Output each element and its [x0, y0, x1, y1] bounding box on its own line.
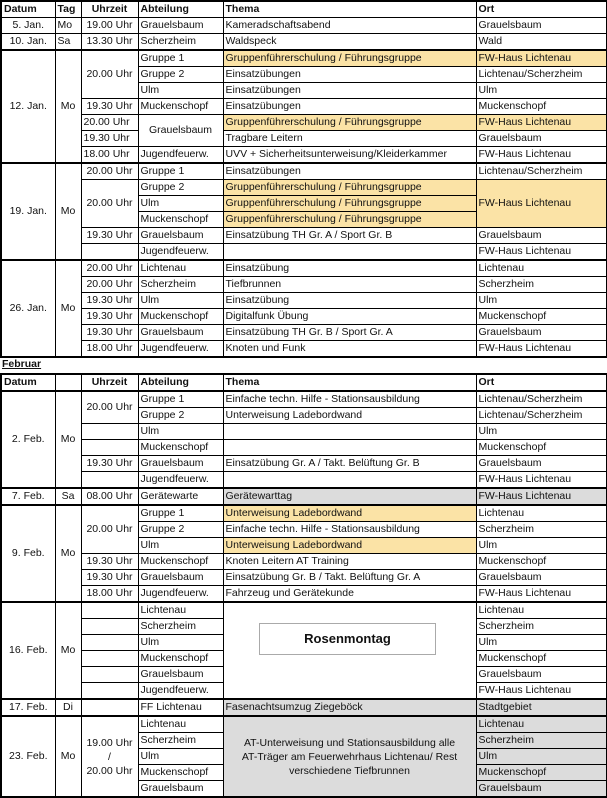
cell-thema: Knoten und Funk: [223, 341, 476, 358]
header-thema: Thema: [223, 1, 476, 18]
table-row: [1, 505, 607, 522]
cell-ort: Lichtenau: [476, 260, 607, 277]
cell-ort: Grauelsbaum: [476, 667, 607, 683]
cell-uhrzeit: 20.00 Uhr: [81, 260, 138, 277]
table-row: [1, 228, 607, 244]
cell-abteilung: Grauelsbaum: [138, 667, 223, 683]
cell-abteilung: Scherzheim: [138, 277, 223, 293]
cell-thema: Gruppenführerschulung / Führungsgruppe: [223, 50, 476, 67]
cell-uhrzeit: [81, 716, 138, 797]
cell-thema: Kameradschaftsabend: [223, 18, 476, 34]
cell-uhrzeit: [81, 244, 138, 261]
cell-tag: Mo: [55, 716, 81, 797]
cell-uhrzeit: [81, 699, 138, 716]
cell-abteilung: Scherzheim: [138, 619, 223, 635]
cell-ort: Scherzheim: [476, 733, 607, 749]
table-row: [1, 309, 607, 325]
cell-thema: AT-Unterweisung und Stationsausbildung alle AT-Träger am Feuerwehrhaus Lichtenau/ Rest verschiedene Tiefbrunnen: [223, 716, 476, 797]
cell-uhrzeit: 18.00 Uhr: [81, 586, 138, 603]
cell-ort: Ulm: [476, 83, 607, 99]
cell-abteilung: Gruppe 1: [138, 50, 223, 67]
cell-abteilung: Muckenschopf: [138, 554, 223, 570]
cell-tag: Sa: [55, 34, 81, 51]
cell-uhrzeit: 19.30 Uhr: [81, 99, 138, 115]
cell-uhrzeit: 19.00 Uhr: [81, 18, 138, 34]
cell-abteilung: Gruppe 2: [138, 522, 223, 538]
header-ort: Ort: [476, 1, 607, 18]
cell-datum: 9. Feb.: [1, 505, 55, 602]
cell-abteilung: Grauelsbaum: [138, 456, 223, 472]
cell-thema: [223, 244, 476, 261]
cell-ort: Lichtenau/Scherzheim: [476, 67, 607, 83]
table-row: [1, 244, 607, 261]
cell-abteilung: Grauelsbaum: [138, 570, 223, 586]
cell-abteilung: Lichtenau: [138, 602, 223, 619]
cell-ort: Lichtenau/Scherzheim: [476, 408, 607, 424]
cell-thema: Gruppenführerschulung / Führungsgruppe: [223, 196, 476, 212]
header-tag: Tag: [55, 1, 81, 18]
cell-abteilung: Muckenschopf: [138, 309, 223, 325]
cell-abteilung: Ulm: [138, 293, 223, 309]
cell-ort: Scherzheim: [476, 277, 607, 293]
cell-abteilung: Jugendfeuerw.: [138, 586, 223, 603]
cell-uhrzeit: [81, 424, 138, 440]
cell-thema: Gruppenführerschulung / Führungsgruppe: [223, 115, 476, 131]
cell-abteilung: Muckenschopf: [138, 99, 223, 115]
cell-uhrzeit: 19.30 Uhr: [81, 309, 138, 325]
cell-ort: Ulm: [476, 293, 607, 309]
table-row: [1, 293, 607, 309]
cell-thema: [223, 440, 476, 456]
table-row: [1, 131, 607, 147]
cell-datum: 23. Feb.: [1, 716, 55, 797]
uhrzeit-end: 20.00 Uhr: [86, 764, 133, 777]
cell-thema: Tragbare Leitern: [223, 131, 476, 147]
cell-thema: Einsatzübung Gr. B / Takt. Belüftung Gr. A: [223, 570, 476, 586]
cell-abteilung: Grauelsbaum: [138, 115, 223, 147]
header-tag: [55, 374, 81, 391]
cell-abteilung: Gruppe 2: [138, 67, 223, 83]
cell-abteilung: Muckenschopf: [138, 212, 223, 228]
cell-ort: Lichtenau: [476, 602, 607, 619]
table-row: [1, 699, 607, 716]
section-title-februar: Februar: [2, 358, 42, 370]
cell-abteilung: Scherzheim: [138, 34, 223, 51]
cell-abteilung: Jugendfeuerw.: [138, 341, 223, 358]
cell-thema: Einfache techn. Hilfe - Stationsausbildung: [223, 391, 476, 408]
table-row: [1, 163, 607, 180]
cell-abteilung: Ulm: [138, 538, 223, 554]
cell-abteilung: Ulm: [138, 635, 223, 651]
cell-uhrzeit: [81, 440, 138, 456]
cell-abteilung: Grauelsbaum: [138, 325, 223, 341]
cell-datum: 7. Feb.: [1, 488, 55, 505]
cell-ort: Lichtenau: [476, 716, 607, 733]
cell-uhrzeit: 19.30 Uhr: [81, 293, 138, 309]
cell-uhrzeit: [81, 635, 138, 651]
cell-tag: Di: [55, 699, 81, 716]
cell-thema: Einsatzübung: [223, 260, 476, 277]
cell-ort: Grauelsbaum: [476, 325, 607, 341]
cell-uhrzeit: 19.30 Uhr: [81, 325, 138, 341]
cell-thema: Einsatzübung Gr. A / Takt. Belüftung Gr. B: [223, 456, 476, 472]
cell-tag: Mo: [55, 50, 81, 163]
table-row: [1, 391, 607, 408]
cell-datum: 17. Feb.: [1, 699, 55, 716]
cell-ort: FW-Haus Lichtenau: [476, 488, 607, 505]
cell-ort: Lichtenau: [476, 505, 607, 522]
cell-ort: Muckenschopf: [476, 99, 607, 115]
cell-uhrzeit: 20.00 Uhr: [81, 391, 138, 424]
header-datum: Datum: [1, 374, 55, 391]
cell-abteilung: Scherzheim: [138, 733, 223, 749]
table-row: [1, 554, 607, 570]
cell-abteilung: Gruppe 1: [138, 391, 223, 408]
cell-ort: Scherzheim: [476, 522, 607, 538]
cell-thema: Knoten Leitern AT Training: [223, 554, 476, 570]
cell-tag: Mo: [55, 505, 81, 602]
cell-ort: Scherzheim: [476, 619, 607, 635]
header-uhrzeit: Uhrzeit: [81, 1, 138, 18]
cell-abteilung: Jugendfeuerw.: [138, 683, 223, 700]
table-row: [1, 716, 607, 733]
cell-abteilung: Jugendfeuerw.: [138, 472, 223, 489]
cell-ort: FW-Haus Lichtenau: [476, 50, 607, 67]
cell-thema: Fasenachtsumzug Ziegeböck: [223, 699, 476, 716]
cell-thema: Unterweisung Ladebordwand: [223, 408, 476, 424]
cell-tag: Mo: [55, 260, 81, 357]
cell-uhrzeit: 19.30 Uhr: [81, 456, 138, 472]
cell-ort: Grauelsbaum: [476, 131, 607, 147]
cell-abteilung: Ulm: [138, 749, 223, 765]
cell-abteilung: Gruppe 2: [138, 180, 223, 196]
cell-thema: Einfache techn. Hilfe - Stationsausbildung: [223, 522, 476, 538]
cell-thema: Einsatzübung TH Gr. A / Sport Gr. B: [223, 228, 476, 244]
cell-datum: 10. Jan.: [1, 34, 55, 51]
cell-uhrzeit: 20.00 Uhr: [81, 180, 138, 228]
cell-uhrzeit: [81, 651, 138, 667]
cell-datum: 19. Jan.: [1, 163, 55, 260]
cell-thema: [223, 472, 476, 489]
cell-ort: Ulm: [476, 424, 607, 440]
header-abteilung: Abteilung: [138, 1, 223, 18]
cell-abteilung: Jugendfeuerw.: [138, 244, 223, 261]
cell-uhrzeit: 18.00 Uhr: [81, 147, 138, 164]
cell-uhrzeit: [81, 667, 138, 683]
schedule-table-january: [0, 0, 607, 358]
table-row: [1, 34, 607, 51]
cell-uhrzeit: 13.30 Uhr: [81, 34, 138, 51]
cell-abteilung: Grauelsbaum: [138, 18, 223, 34]
cell-abteilung: Ulm: [138, 83, 223, 99]
cell-thema: Einsatzübungen: [223, 67, 476, 83]
cell-uhrzeit: [81, 683, 138, 700]
cell-abteilung: Lichtenau: [138, 260, 223, 277]
cell-abteilung: Muckenschopf: [138, 440, 223, 456]
cell-thema: Tiefbrunnen: [223, 277, 476, 293]
cell-abteilung: Lichtenau: [138, 716, 223, 733]
schedule-table-february: [0, 373, 607, 798]
cell-ort: Grauelsbaum: [476, 781, 607, 798]
table-row: [1, 99, 607, 115]
cell-uhrzeit: 19.30 Uhr: [81, 570, 138, 586]
cell-ort: Muckenschopf: [476, 554, 607, 570]
cell-thema: Einsatzübungen: [223, 163, 476, 180]
cell-abteilung: Ulm: [138, 196, 223, 212]
cell-ort: FW-Haus Lichtenau: [476, 586, 607, 603]
cell-ort: Lichtenau/Scherzheim: [476, 391, 607, 408]
uhrzeit-separator: /: [108, 750, 111, 763]
cell-thema: Gerätewarttag: [223, 488, 476, 505]
cell-thema: Gruppenführerschulung / Führungsgruppe: [223, 180, 476, 196]
header-thema: Thema: [223, 374, 476, 391]
cell-abteilung: Ulm: [138, 424, 223, 440]
table-row: [1, 50, 607, 67]
cell-ort: Grauelsbaum: [476, 456, 607, 472]
cell-uhrzeit: [81, 472, 138, 489]
table-row: [1, 440, 607, 456]
cell-thema: Einsatzübungen: [223, 83, 476, 99]
cell-thema: Gruppenführerschulung / Führungsgruppe: [223, 212, 476, 228]
cell-datum: 2. Feb.: [1, 391, 55, 488]
cell-tag: Mo: [55, 602, 81, 699]
cell-ort: Muckenschopf: [476, 440, 607, 456]
cell-thema: Unterweisung Ladebordwand: [223, 538, 476, 554]
cell-uhrzeit: 20.00 Uhr: [81, 505, 138, 554]
cell-datum: 5. Jan.: [1, 18, 55, 34]
table-row: [1, 115, 607, 131]
cell-thema: Waldspeck: [223, 34, 476, 51]
cell-uhrzeit: [81, 619, 138, 635]
cell-thema: Digitalfunk Übung: [223, 309, 476, 325]
cell-abteilung: Muckenschopf: [138, 651, 223, 667]
cell-tag: Mo: [55, 391, 81, 488]
cell-ort: Grauelsbaum: [476, 570, 607, 586]
table-row: [1, 424, 607, 440]
uhrzeit-start: 19.00 Uhr: [86, 736, 133, 749]
table-row: [1, 456, 607, 472]
table-row: [1, 488, 607, 505]
cell-ort: FW-Haus Lichtenau: [476, 147, 607, 164]
header-datum: Datum: [1, 1, 55, 18]
cell-uhrzeit: 19.30 Uhr: [81, 228, 138, 244]
cell-uhrzeit: 20.00 Uhr: [81, 163, 138, 180]
cell-thema: Einsatzübungen: [223, 99, 476, 115]
cell-abteilung: Muckenschopf: [138, 765, 223, 781]
table-row: [1, 341, 607, 358]
cell-ort: FW-Haus Lichtenau: [476, 472, 607, 489]
rosenmontag-note: Rosenmontag: [259, 623, 436, 655]
cell-datum: 16. Feb.: [1, 602, 55, 699]
cell-abteilung: Gruppe 1: [138, 505, 223, 522]
cell-datum: 12. Jan.: [1, 50, 55, 163]
cell-thema: UVV + Sicherheitsunterweisung/Kleiderkammer: [223, 147, 476, 164]
cell-uhrzeit: 20.00 Uhr: [81, 115, 138, 131]
cell-ort: Muckenschopf: [476, 651, 607, 667]
cell-thema: Einsatzübung TH Gr. B / Sport Gr. A: [223, 325, 476, 341]
cell-uhrzeit: 19.30 Uhr: [81, 131, 138, 147]
cell-ort: Ulm: [476, 635, 607, 651]
cell-ort: FW-Haus Lichtenau: [476, 244, 607, 261]
cell-ort: FW-Haus Lichtenau: [476, 683, 607, 700]
cell-tag: Mo: [55, 163, 81, 260]
table-row: [1, 277, 607, 293]
table-row: [1, 180, 607, 196]
header-abteilung: Abteilung: [138, 374, 223, 391]
cell-uhrzeit: 19.30 Uhr: [81, 554, 138, 570]
cell-ort: FW-Haus Lichtenau: [476, 341, 607, 358]
table-row: [1, 602, 607, 619]
cell-abteilung: Gruppe 2: [138, 408, 223, 424]
table-row: [1, 18, 607, 34]
cell-ort: Ulm: [476, 749, 607, 765]
cell-thema: [223, 424, 476, 440]
cell-ort: Wald: [476, 34, 607, 51]
header-ort: Ort: [476, 374, 607, 391]
cell-tag: Sa: [55, 488, 81, 505]
table-row: [1, 325, 607, 341]
cell-abteilung: Grauelsbaum: [138, 228, 223, 244]
cell-ort: FW-Haus Lichtenau: [476, 180, 607, 228]
table-row: [1, 472, 607, 489]
cell-uhrzeit: 08.00 Uhr: [81, 488, 138, 505]
cell-uhrzeit: [81, 602, 138, 619]
table-row: [1, 570, 607, 586]
table-row: [1, 586, 607, 603]
table-row: [1, 260, 607, 277]
cell-thema: Einsatzübung: [223, 293, 476, 309]
cell-abteilung: Gerätewarte: [138, 488, 223, 505]
cell-tag: Mo: [55, 18, 81, 34]
cell-ort: Stadtgebiet: [476, 699, 607, 716]
cell-ort: Ulm: [476, 538, 607, 554]
cell-uhrzeit: 20.00 Uhr: [81, 277, 138, 293]
table-row: [1, 147, 607, 164]
cell-uhrzeit: 18.00 Uhr: [81, 341, 138, 358]
cell-ort: Muckenschopf: [476, 765, 607, 781]
cell-uhrzeit: 20.00 Uhr: [81, 50, 138, 99]
cell-thema: Unterweisung Ladebordwand: [223, 505, 476, 522]
table-header-row: [1, 374, 607, 391]
header-uhrzeit: Uhrzeit: [81, 374, 138, 391]
cell-ort: FW-Haus Lichtenau: [476, 115, 607, 131]
cell-ort: Grauelsbaum: [476, 18, 607, 34]
cell-abteilung: Grauelsbaum: [138, 781, 223, 798]
cell-ort: Muckenschopf: [476, 309, 607, 325]
cell-abteilung: FF Lichtenau: [138, 699, 223, 716]
table-header-row: [1, 1, 607, 18]
cell-datum: 26. Jan.: [1, 260, 55, 357]
cell-thema: Fahrzeug und Gerätekunde: [223, 586, 476, 603]
cell-abteilung: Jugendfeuerw.: [138, 147, 223, 164]
cell-ort: Lichtenau/Scherzheim: [476, 163, 607, 180]
cell-abteilung: Gruppe 1: [138, 163, 223, 180]
cell-ort: Grauelsbaum: [476, 228, 607, 244]
